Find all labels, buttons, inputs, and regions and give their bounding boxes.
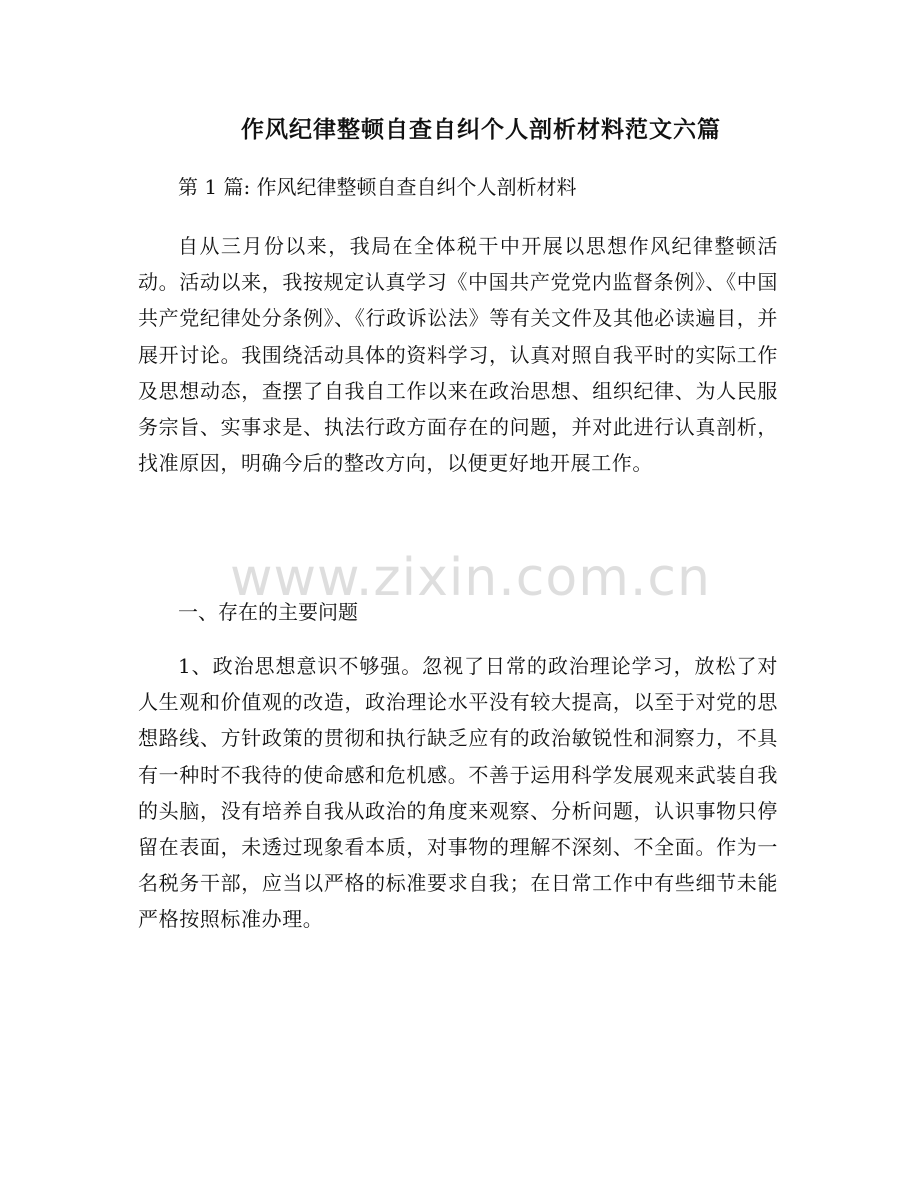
subheading-main-problems: 一、存在的主要问题 bbox=[178, 600, 358, 624]
section-heading: 第 1 篇: 作风纪律整顿自查自纠个人剖析材料 bbox=[178, 175, 577, 199]
paragraph-1: 自从三月份以来，我局在全体税干中开展以思想作风纪律整顿活动。活动以来，我按规定认真学习《中国共产党党内监督条例》、《中国共产党纪律处分条例》、《行政诉讼法》等有关文件及其他必读遍目，并展开讨论。我围绕活动具体的资料学习，认真对照自我平时的实际工作及思想动态，查摆了自我自工作以来在政治思想、组织纪律、为人民服务宗旨、实事求是、执法行政方面存在的问题，并对此进行认真剖析，找准原因，明确今后的整改方向，以便更好地开展工作。 bbox=[138, 234, 778, 476]
watermark-text: www.zixin.com.cn bbox=[230, 548, 711, 608]
paragraph-2: 1、政治思想意识不够强。忽视了日常的政治理论学习，放松了对人生观和价值观的改造，政治理论水平没有较大提高，以至于对党的思想路线、方针政策的贯彻和执行缺乏应有的政治敏锐性和洞察力，不具有一种时不我待的使命感和危机感。不善于运用科学发展观来武装自我的头脑，没有培养自我从政治的角度来观察、分析问题，认识事物只停留在表面，未透过现象看本质，对事物的理解不深刻、不全面。作为一名税务干部，应当以严格的标准要求自我；在日常工作中有些细节未能严格按照标准办理。 bbox=[138, 654, 778, 932]
document-title: 作风纪律整顿自查自纠个人剖析材料范文六篇 bbox=[241, 116, 721, 143]
